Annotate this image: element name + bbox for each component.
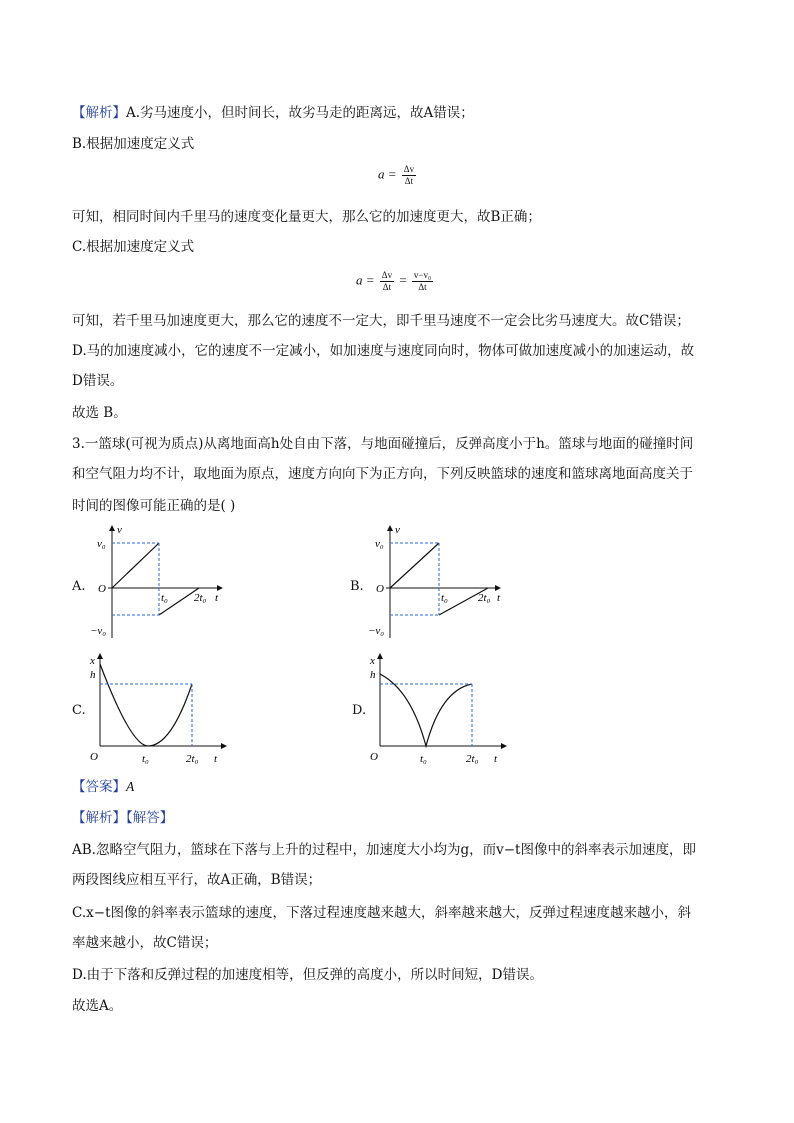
formula-c-den1: Δt [382,282,392,292]
formula-c-num2: v−v₀ [413,270,432,280]
graph-c-curve [100,664,192,746]
graph-a-t-label: t [215,592,219,604]
analysis1-conclusion: 故选 B。 [72,405,127,421]
question3-line3: 时间的图像可能正确的是( ) [72,498,236,514]
analysis1-line-d1: D.马的加速度减小，它的速度不一定减小，如加速度与速度同向时，物体可做加速度减小的加速运动，故 [72,343,695,359]
answer-line [72,778,134,796]
option-b-label[interactable]: B. [350,579,364,594]
graph-a-t0-label: t₀ [161,592,168,604]
graph-b-t-label: t [497,592,501,604]
formula-b-frac [402,164,416,187]
graph-c-2t0-label: 2t₀ [186,753,199,765]
graph-b-v-label: v [395,524,400,536]
analysis2-line-d: D.由于下落和反弹过程的加速度相等，但反弹的高度小，所以时间短，D错误。 [72,967,543,983]
analysis1-line-d2: D错误。 [72,373,124,389]
answer-tag: 【答案】 [72,779,126,795]
graph-c [86,650,236,772]
graph-d-t0-label: t₀ [420,753,427,765]
graph-a-2t0-label: 2t₀ [194,592,207,604]
formula-c [356,270,435,293]
graph-b-v0-label: v₀ [375,538,384,550]
graph-b-t0-label: t₀ [441,592,448,604]
formula-c-lhs: a = [356,272,375,288]
formula-b [378,164,418,187]
graph-a-negv0-label: −v₀ [90,625,107,637]
graph-c-t0-label: t₀ [142,753,149,765]
graph-c-h-label: h [90,669,96,681]
graph-a-v0-label: v₀ [97,538,106,550]
graph-a-v-label: v [117,524,122,536]
formula-c-frac2 [412,270,433,293]
graph-a [88,520,228,642]
graph-b-negv0-label: −v₀ [368,625,385,637]
question3-line1: 3.一篮球(可视为质点)从离地面高h处自由下落，与地面碰撞后，反弹高度小于h。篮球与地面的碰撞时间 [72,436,694,452]
graph-d-h-label: h [370,669,376,681]
question3-line2: 和空气阻力均不计，取地面为原点，速度方向向下为正方向，下列反映篮球的速度和篮球离地面高度关于 [72,466,693,482]
graph-d-origin-label: O [370,751,378,763]
analysis2-line-c2: 率越来越小，故C错误； [72,935,218,951]
graph-b-line-fall [390,543,439,588]
analysis2-conclusion: 故选A。 [72,998,123,1014]
analysis2-line-ab1: AB.忽略空气阻力，篮球在下落与上升的过程中，加速度大小均为g，而v−t图像中的斜率表示加速度，即 [72,842,696,858]
formula-b-den: Δt [404,176,414,186]
analysis1-a-text: A.劣马速度小，但时间长，故劣马走的距离远，故A错误； [126,105,474,121]
analysis1-line-c1: C.根据加速度定义式 [72,239,195,255]
graph-d [366,650,516,772]
analysis2-tag: 【解析】【解答】 [72,810,174,826]
analysis2-line-c1: C.x−t图像的斜率表示篮球的速度，下落过程速度越来越大，斜率越来越大，反弹过程速度越来越小，斜 [72,905,691,921]
formula-c-eq: = [399,272,407,288]
analysis1-line-b2: 可知，相同时间内千里马的速度变化量更大，那么它的加速度更大，故B正确； [72,209,541,225]
graph-d-x-label: x [370,655,375,667]
option-c-label[interactable]: C. [72,703,86,718]
graph-a-origin-label: O [98,583,106,595]
analysis2-line-ab2: 两段图线应相互平行，故A正确，B错误； [72,872,322,888]
graph-c-origin-label: O [90,751,98,763]
graph-b [366,520,506,642]
graph-a-line-fall [112,543,159,588]
option-a-label[interactable]: A. [72,579,86,594]
graph-c-x-label: x [90,655,95,667]
analysis2-tag-line [72,809,173,827]
analysis1-line-b1: B.根据加速度定义式 [72,136,195,152]
formula-b-num: Δv [403,164,415,174]
formula-c-frac1 [380,270,394,293]
formula-c-den2: Δt [418,282,427,292]
graph-d-2t0-label: 2t₀ [466,753,479,765]
graph-d-curve [380,674,472,746]
graph-b-origin-label: O [376,583,384,595]
analysis1-line-c2: 可知，若千里马加速度更大，那么它的速度不一定大，即千里马速度不一定会比劣马速度大。故C错误； [72,313,690,329]
answer-value: A [126,779,135,794]
graph-b-2t0-label: 2t₀ [478,592,491,604]
analysis-tag: 【解析】 [72,105,126,121]
analysis1-line-a [72,104,474,122]
option-d-label[interactable]: D. [352,703,367,718]
formula-c-num1: Δv [381,270,393,280]
graph-d-t-label: t [494,753,498,765]
formula-b-lhs: a = [378,166,397,182]
graph-c-t-label: t [214,753,218,765]
